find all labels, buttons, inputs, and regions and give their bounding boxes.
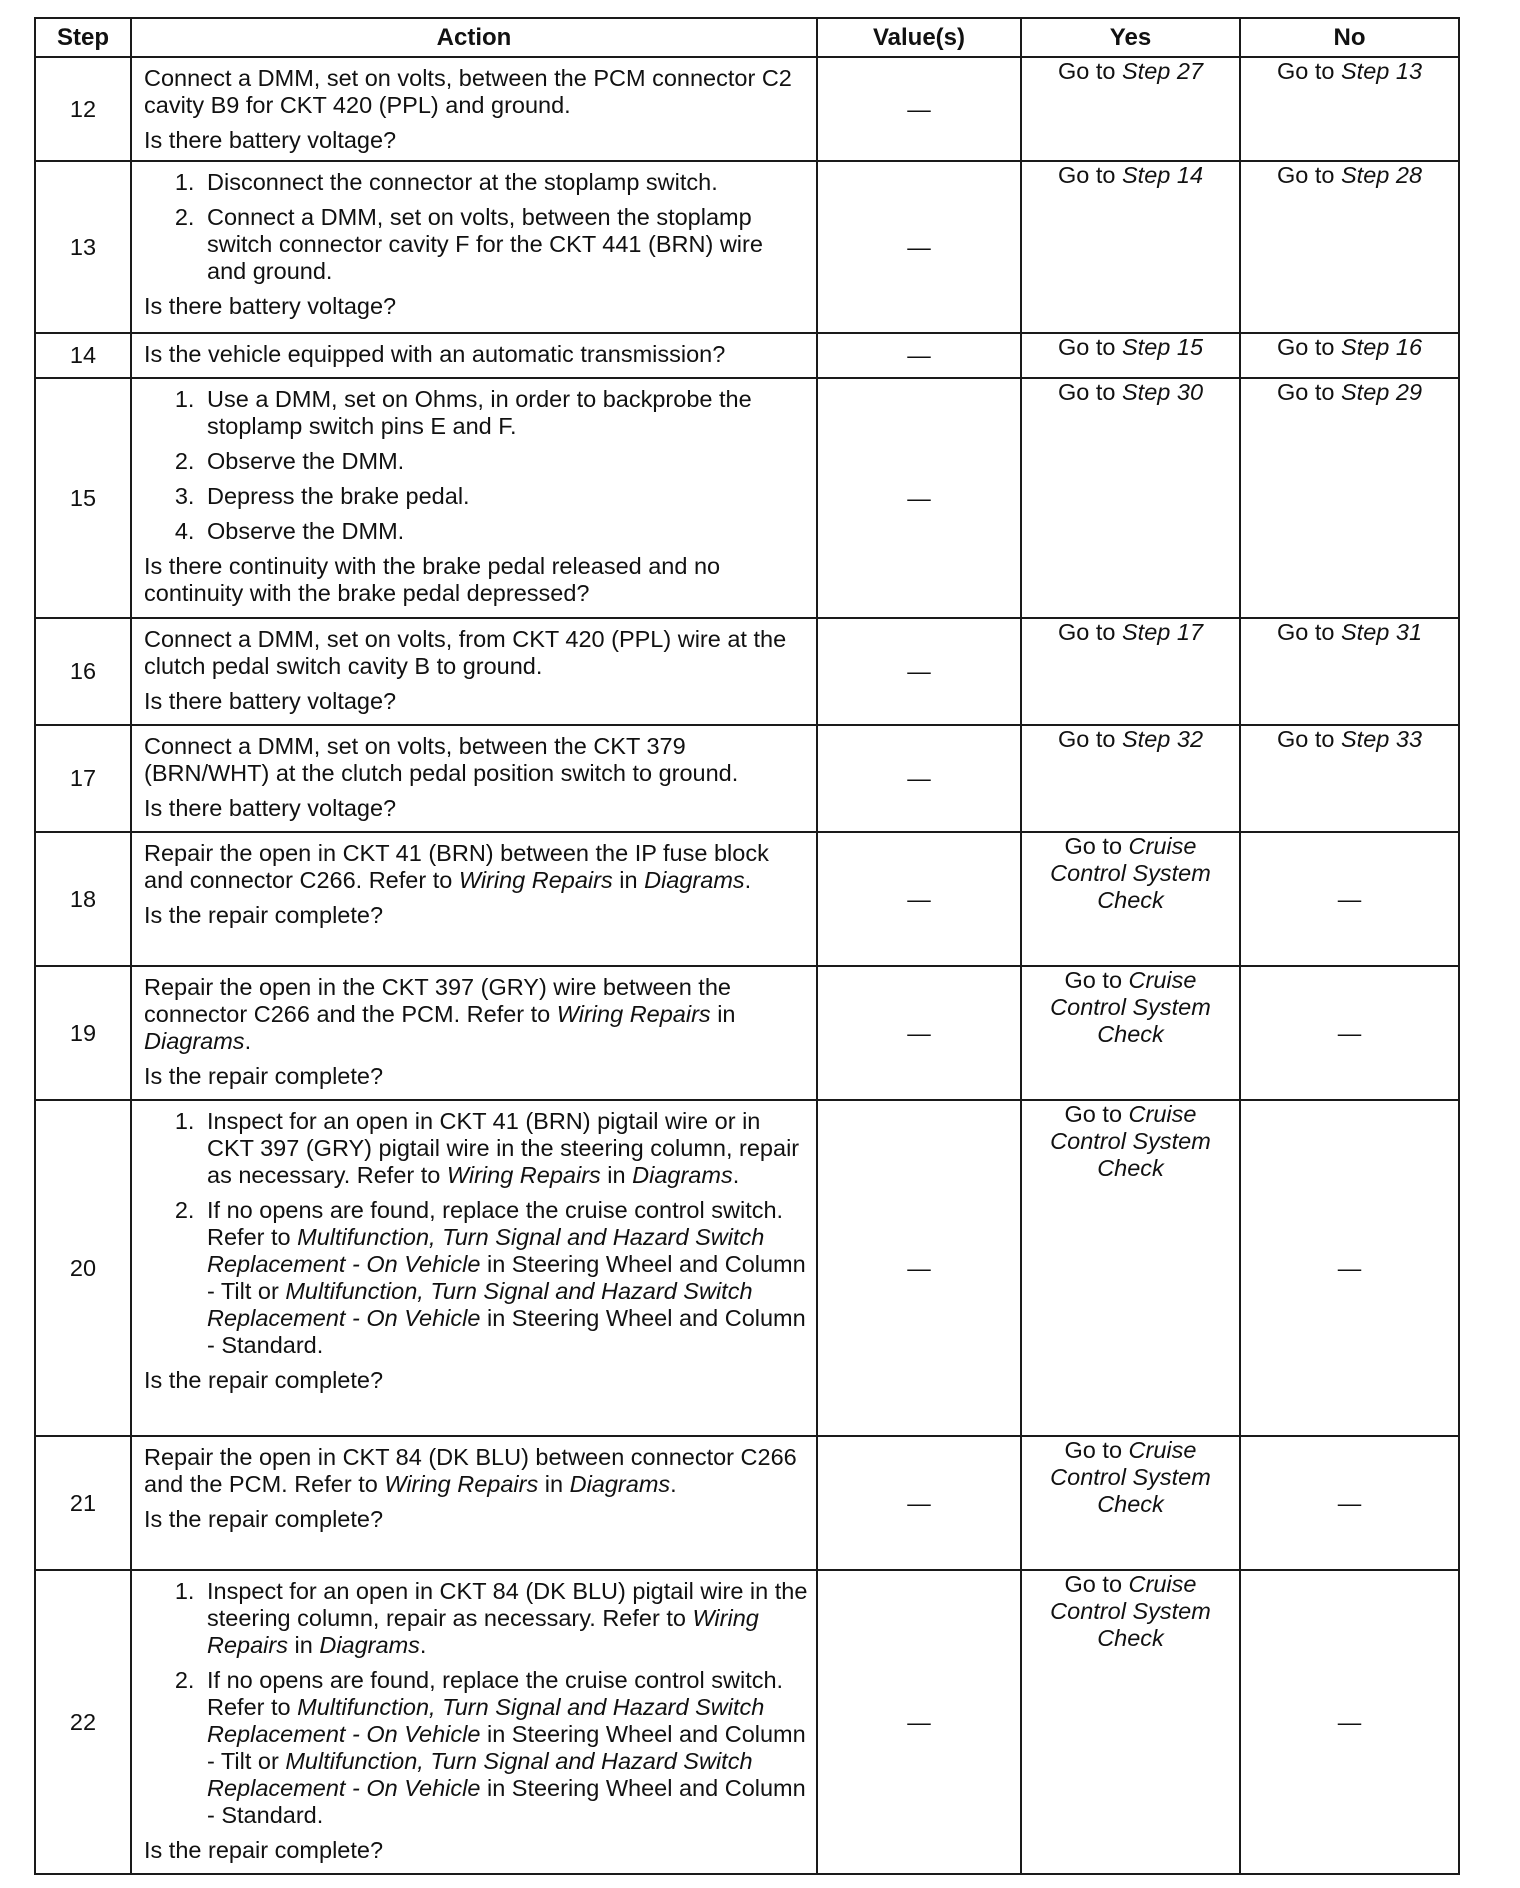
no-target-link: Step 29 <box>1341 379 1423 405</box>
yes-target-link: Step 15 <box>1122 334 1204 360</box>
action-text-part: in <box>287 1632 320 1658</box>
table-row <box>35 725 1459 832</box>
yes-action-text <box>1026 379 1235 406</box>
value-cell: — <box>817 161 1021 333</box>
no-go-to-prefix: Go to <box>1276 162 1341 188</box>
yes-target-link: Cruise Control System Check <box>1050 1101 1211 1181</box>
action-steps-list <box>144 1108 808 1359</box>
header-no: No <box>1240 18 1459 57</box>
action-step-item <box>201 1578 808 1659</box>
yes-target-link: Cruise Control System Check <box>1050 967 1211 1047</box>
yes-cell <box>1021 161 1240 333</box>
action-step-item <box>201 1108 808 1189</box>
no-action-text <box>1245 619 1454 646</box>
value-cell: — <box>817 1100 1021 1436</box>
reference-link-text: Diagrams <box>319 1632 420 1658</box>
no-go-to-prefix: Go to <box>1276 379 1341 405</box>
yes-cell <box>1021 57 1240 161</box>
no-go-to-prefix: Go to <box>1276 726 1341 752</box>
action-cell <box>131 1100 817 1436</box>
yes-cell <box>1021 832 1240 966</box>
table-row <box>35 832 1459 966</box>
header-yes: Yes <box>1021 18 1240 57</box>
no-cell: — <box>1240 1436 1459 1570</box>
action-text-part: Repair the open in CKT 41 (BRN) between the IP fuse block and connector C266. Refer to <box>144 840 769 893</box>
action-cell <box>131 966 817 1100</box>
action-text-part: in <box>600 1162 633 1188</box>
no-target-link: Step 16 <box>1341 334 1423 360</box>
yes-cell <box>1021 1436 1240 1570</box>
yes-cell <box>1021 333 1240 378</box>
table-body <box>35 57 1459 1874</box>
yes-go-to-prefix: Go to <box>1064 1437 1129 1463</box>
reference-link-text: Wiring Repairs <box>556 1001 711 1027</box>
action-question: Is the repair complete? <box>144 1837 384 1863</box>
no-cell <box>1240 333 1459 378</box>
yes-go-to-prefix: Go to <box>1064 833 1129 859</box>
action-step-item: 3. Depress the brake pedal. <box>201 483 808 510</box>
action-text-part: . <box>419 1632 427 1658</box>
action-text-part: in Steering Wheel and Column - Tilt or <box>207 1721 806 1774</box>
action-cell <box>131 378 817 618</box>
action-text-part: Inspect for an open in CKT 41 (BRN) pigtail wire or in CKT 397 (GRY) pigtail wire in the steering column, repair as necessary. Refer to <box>207 1108 800 1188</box>
no-action-text <box>1245 162 1454 189</box>
reference-link-text: Wiring Repairs <box>384 1471 539 1497</box>
no-action-text <box>1245 379 1454 406</box>
action-cell <box>131 832 817 966</box>
value-cell: — <box>817 1570 1021 1874</box>
reference-link-text: Wiring Repairs <box>446 1162 601 1188</box>
action-text-part: Inspect for an open in CKT 84 (DK BLU) pigtail wire in the steering column, repair as necessary. Refer to <box>207 1578 808 1631</box>
table-row <box>35 378 1459 618</box>
value-cell: — <box>817 1436 1021 1570</box>
no-cell <box>1240 725 1459 832</box>
yes-target-link: Step 32 <box>1122 726 1204 752</box>
yes-action-text <box>1026 1571 1235 1652</box>
action-steps-list <box>144 386 808 545</box>
yes-cell <box>1021 1100 1240 1436</box>
reference-link-text: Diagrams <box>569 1471 671 1497</box>
header-action: Action <box>131 18 817 57</box>
yes-go-to-prefix: Go to <box>1057 619 1122 645</box>
action-text-part: in <box>710 1001 736 1027</box>
table-row <box>35 161 1459 333</box>
reference-link-text: Multifunction, Turn Signal and Hazard Switch Replacement - On Vehicle <box>207 1278 753 1331</box>
action-text-part: in Steering Wheel and Column - Tilt or <box>207 1251 806 1304</box>
no-cell: — <box>1240 832 1459 966</box>
table-header-row <box>35 18 1459 57</box>
no-target-link: Step 13 <box>1341 58 1423 84</box>
yes-action-text <box>1026 58 1235 85</box>
action-text-part: . <box>744 867 752 893</box>
action-text-part: in <box>612 867 645 893</box>
yes-target-link: Step 14 <box>1122 162 1204 188</box>
action-text: Connect a DMM, set on volts, between the CKT 379 (BRN/WHT) at the clutch pedal position switch to ground. <box>144 733 739 786</box>
step-number: 14 <box>35 333 131 378</box>
action-cell <box>131 161 817 333</box>
action-cell <box>131 725 817 832</box>
action-text-part: Repair the open in CKT 84 (DK BLU) between connector C266 and the PCM. Refer to <box>144 1444 797 1497</box>
action-text-part: . <box>244 1028 252 1054</box>
value-cell: — <box>817 618 1021 725</box>
action-steps-list <box>144 1578 808 1829</box>
yes-cell <box>1021 378 1240 618</box>
step-number: 16 <box>35 618 131 725</box>
action-cell <box>131 1436 817 1570</box>
action-text-part: If no opens are found, replace the cruise control switch. Refer to <box>207 1667 784 1720</box>
step-number: 19 <box>35 966 131 1100</box>
yes-cell <box>1021 1570 1240 1874</box>
action-step-item <box>201 1197 808 1359</box>
value-cell: — <box>817 333 1021 378</box>
action-cell <box>131 57 817 161</box>
action-steps-list <box>144 169 808 285</box>
action-question: Is the repair complete? <box>144 902 384 928</box>
action-cell <box>131 1570 817 1874</box>
no-target-link: Step 31 <box>1341 619 1423 645</box>
reference-link-text: Multifunction, Turn Signal and Hazard Switch Replacement - On Vehicle <box>207 1224 765 1277</box>
action-cell <box>131 618 817 725</box>
no-go-to-prefix: Go to <box>1276 334 1341 360</box>
action-text-part: in Steering Wheel and Column - Standard. <box>207 1775 806 1828</box>
yes-action-text <box>1026 833 1235 914</box>
step-number: 20 <box>35 1100 131 1436</box>
no-cell <box>1240 161 1459 333</box>
action-step-item: 1. Disconnect the connector at the stoplamp switch. <box>201 169 808 196</box>
no-cell: — <box>1240 1100 1459 1436</box>
step-number: 21 <box>35 1436 131 1570</box>
step-number: 12 <box>35 57 131 161</box>
action-question: Is there continuity with the brake pedal released and no continuity with the brake pedal depressed? <box>144 553 721 606</box>
yes-action-text <box>1026 619 1235 646</box>
yes-cell <box>1021 725 1240 832</box>
no-action-text <box>1245 334 1454 361</box>
yes-go-to-prefix: Go to <box>1064 1101 1129 1127</box>
no-cell <box>1240 57 1459 161</box>
action-cell <box>131 333 817 378</box>
yes-go-to-prefix: Go to <box>1064 967 1129 993</box>
action-text: Connect a DMM, set on volts, from CKT 420 (PPL) wire at the clutch pedal switch cavity B to ground. <box>144 626 787 679</box>
reference-link-text: Diagrams <box>632 1162 733 1188</box>
value-cell: — <box>817 378 1021 618</box>
step-number: 13 <box>35 161 131 333</box>
no-cell <box>1240 618 1459 725</box>
action-step-item: 1. Use a DMM, set on Ohms, in order to backprobe the stoplamp switch pins E and F. <box>201 386 808 440</box>
reference-link-text: Multifunction, Turn Signal and Hazard Switch Replacement - On Vehicle <box>207 1694 765 1747</box>
step-number: 22 <box>35 1570 131 1874</box>
yes-action-text <box>1026 1101 1235 1182</box>
reference-link-text: Wiring Repairs <box>458 867 613 893</box>
yes-go-to-prefix: Go to <box>1057 58 1122 84</box>
action-step-item <box>201 1667 808 1829</box>
reference-link-text: Diagrams <box>144 1028 245 1054</box>
step-number: 18 <box>35 832 131 966</box>
yes-go-to-prefix: Go to <box>1057 379 1122 405</box>
yes-cell <box>1021 618 1240 725</box>
no-action-text <box>1245 58 1454 85</box>
yes-target-link: Cruise Control System Check <box>1050 1571 1211 1651</box>
table-row <box>35 966 1459 1100</box>
yes-target-link: Step 30 <box>1122 379 1204 405</box>
step-number: 15 <box>35 378 131 618</box>
action-question: Is the repair complete? <box>144 1367 384 1393</box>
step-number: 17 <box>35 725 131 832</box>
action-text <box>144 1444 808 1498</box>
table-row <box>35 1570 1459 1874</box>
yes-action-text <box>1026 162 1235 189</box>
action-question: Is the repair complete? <box>144 1063 384 1089</box>
reference-link-text: Wiring Repairs <box>207 1605 759 1658</box>
action-question: Is the repair complete? <box>144 1506 384 1532</box>
action-text: Connect a DMM, set on volts, between the PCM connector C2 cavity B9 for CKT 420 (PPL) and ground. <box>144 65 792 118</box>
yes-cell <box>1021 966 1240 1100</box>
no-target-link: Step 28 <box>1341 162 1423 188</box>
yes-target-link: Step 17 <box>1122 619 1204 645</box>
action-text-part: . <box>732 1162 740 1188</box>
yes-target-link: Cruise Control System Check <box>1050 1437 1211 1517</box>
header-values: Value(s) <box>817 18 1021 57</box>
action-question: Is there battery voltage? <box>144 293 397 319</box>
value-cell: — <box>817 57 1021 161</box>
action-text <box>144 974 808 1055</box>
value-cell: — <box>817 725 1021 832</box>
yes-target-link: Cruise Control System Check <box>1050 833 1211 913</box>
action-step-item: 4. Observe the DMM. <box>201 518 808 545</box>
action-question: Is there battery voltage? <box>144 127 397 153</box>
yes-go-to-prefix: Go to <box>1057 162 1122 188</box>
value-cell: — <box>817 832 1021 966</box>
yes-action-text <box>1026 726 1235 753</box>
no-action-text <box>1245 726 1454 753</box>
table-row <box>35 1436 1459 1570</box>
yes-action-text <box>1026 967 1235 1048</box>
yes-go-to-prefix: Go to <box>1064 1571 1129 1597</box>
no-cell: — <box>1240 1570 1459 1874</box>
action-text-part: If no opens are found, replace the cruise control switch. Refer to <box>207 1197 784 1250</box>
action-step-item: 2. Connect a DMM, set on volts, between the stoplamp switch connector cavity F for the CKT 441 (BRN) wire and ground. <box>201 204 808 285</box>
reference-link-text: Diagrams <box>644 867 745 893</box>
no-cell: — <box>1240 966 1459 1100</box>
table-row <box>35 1100 1459 1436</box>
header-step: Step <box>35 18 131 57</box>
no-go-to-prefix: Go to <box>1276 619 1341 645</box>
yes-go-to-prefix: Go to <box>1057 334 1122 360</box>
action-text-part: in <box>538 1471 570 1497</box>
no-cell <box>1240 378 1459 618</box>
action-question: Is the vehicle equipped with an automatic transmission? <box>144 341 726 367</box>
reference-link-text: Multifunction, Turn Signal and Hazard Switch Replacement - On Vehicle <box>207 1748 753 1801</box>
yes-action-text <box>1026 334 1235 361</box>
action-text <box>144 840 808 894</box>
no-go-to-prefix: Go to <box>1276 58 1341 84</box>
yes-target-link: Step 27 <box>1122 58 1204 84</box>
action-text-part: Repair the open in the CKT 397 (GRY) wire between the connector C266 and the PCM. Refer to <box>144 974 731 1027</box>
action-step-item: 2. Observe the DMM. <box>201 448 808 475</box>
table-row <box>35 333 1459 378</box>
yes-go-to-prefix: Go to <box>1057 726 1122 752</box>
action-question: Is there battery voltage? <box>144 795 397 821</box>
yes-action-text <box>1026 1437 1235 1518</box>
action-question: Is there battery voltage? <box>144 688 397 714</box>
no-target-link: Step 33 <box>1341 726 1423 752</box>
action-text-part: in Steering Wheel and Column - Standard. <box>207 1305 806 1358</box>
table-row <box>35 618 1459 725</box>
action-text-part: . <box>670 1471 677 1497</box>
value-cell: — <box>817 966 1021 1100</box>
diagnostic-table <box>34 17 1460 1875</box>
table-row <box>35 57 1459 161</box>
